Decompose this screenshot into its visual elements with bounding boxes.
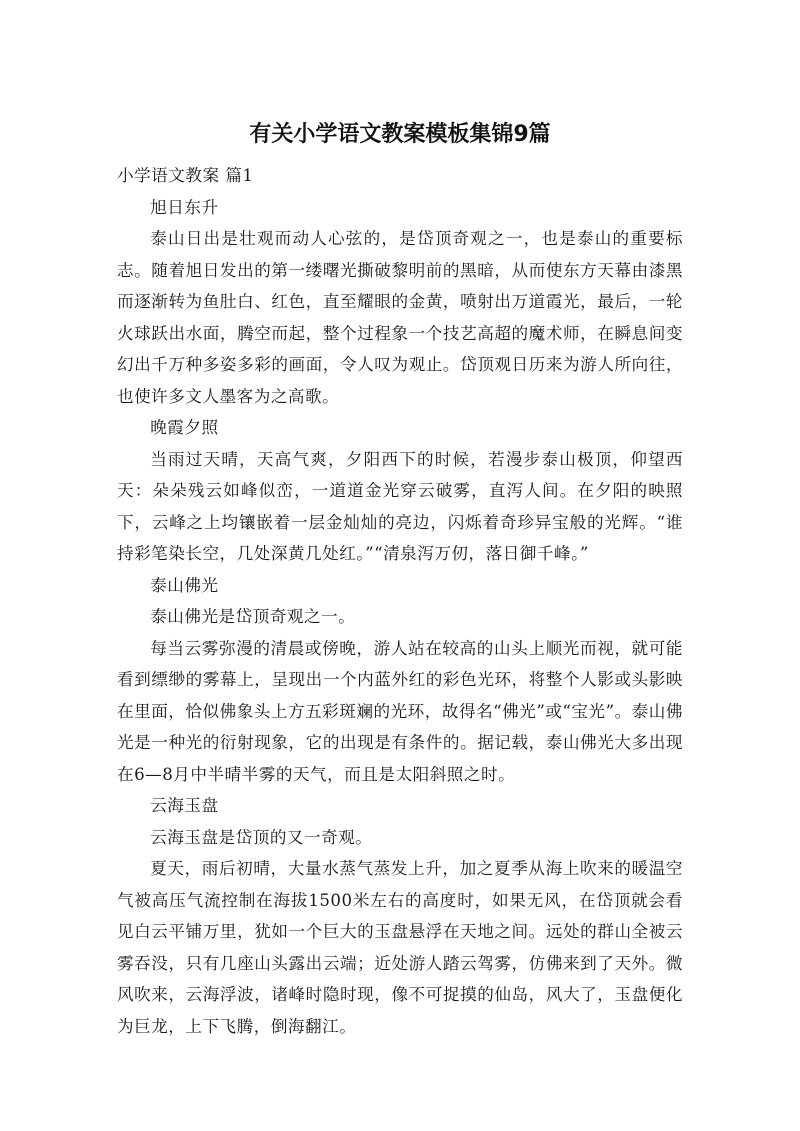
paragraph-cloud-sea-intro: 云海玉盘是岱顶的又一奇观。 <box>150 827 373 847</box>
subheading-sunrise: 旭日东升 <box>150 197 219 217</box>
document-body <box>117 160 683 1042</box>
paragraph-cloud-sea: 夏天，雨后初晴，大量水蒸气蒸发上升，加之夏季从海上吹来的暖温空气被高压气流控制在海拔1500米左右的高度时，如果无风，在岱顶就会看见白云平铺万里，犹如一个巨大的玉盘悬浮在天地之间。远处的群山全被云雾吞没，只有几座山头露出云端；近处游人踏云驾雾，仿佛来到了天外。微风吹来，云海浮波，诸峰时隐时现，像不可捉摸的仙岛，风大了，玉盘便化为巨龙，上下飞腾，倒海翻江。 <box>117 859 683 1036</box>
document-title: 有关小学语文教案模板集锦9篇 <box>249 122 551 147</box>
paragraph-sunrise: 泰山日出是壮观而动人心弦的，是岱顶奇观之一，也是泰山的重要标志。随着旭日发出的第一缕曙光撕破黎明前的黑暗，从而使东方天幕由漆黑而逐渐转为鱼肚白、红色，直至耀眼的金黄，喷射出万道霞光，最后，一轮火球跃出水面，腾空而起，整个过程象一个技艺高超的魔术师，在瞬息间变幻出千万种多姿多彩的画面，令人叹为观止。岱顶观日历来为游人所向往，也使许多文人墨客为之高歌。 <box>117 229 683 406</box>
paragraph-buddha-light-intro: 泰山佛光是岱顶奇观之一。 <box>150 607 356 626</box>
paragraph-buddha-light: 每当云雾弥漫的清晨或傍晚，游人站在较高的山头上顺光而视，就可能看到缥缈的雾幕上，呈现出一个内蓝外红的彩色光环，将整个人影或头影映在里面，恰似佛象头上方五彩斑斓的光环，故得名“佛光”或“宝光”。泰山佛光是一种光的衍射现象，它的出现是有条件的。据记载，泰山佛光大多出现在6—8月中半晴半雾的天气，而且是太阳斜照之时。 <box>117 638 683 784</box>
subheading-cloud-sea: 云海玉盘 <box>150 796 219 815</box>
subheading-sunset: 晚霞夕照 <box>150 418 219 437</box>
section-heading: 小学语文教案 篇1 <box>117 166 254 185</box>
subheading-buddha-light: 泰山佛光 <box>150 575 219 595</box>
paragraph-sunset: 当雨过天晴，天高气爽，夕阳西下的时候，若漫步泰山极顶，仰望西天：朵朵残云如峰似峦，一道道金光穿云破雾，直泻人间。在夕阳的映照下，云峰之上均镶嵌着一层金灿灿的亮边，闪烁着奇珍异宝般的光辉。“谁持彩笔染长空，几处深黄几处红。”“清泉泻万仞，落日御千峰。” <box>117 449 683 563</box>
